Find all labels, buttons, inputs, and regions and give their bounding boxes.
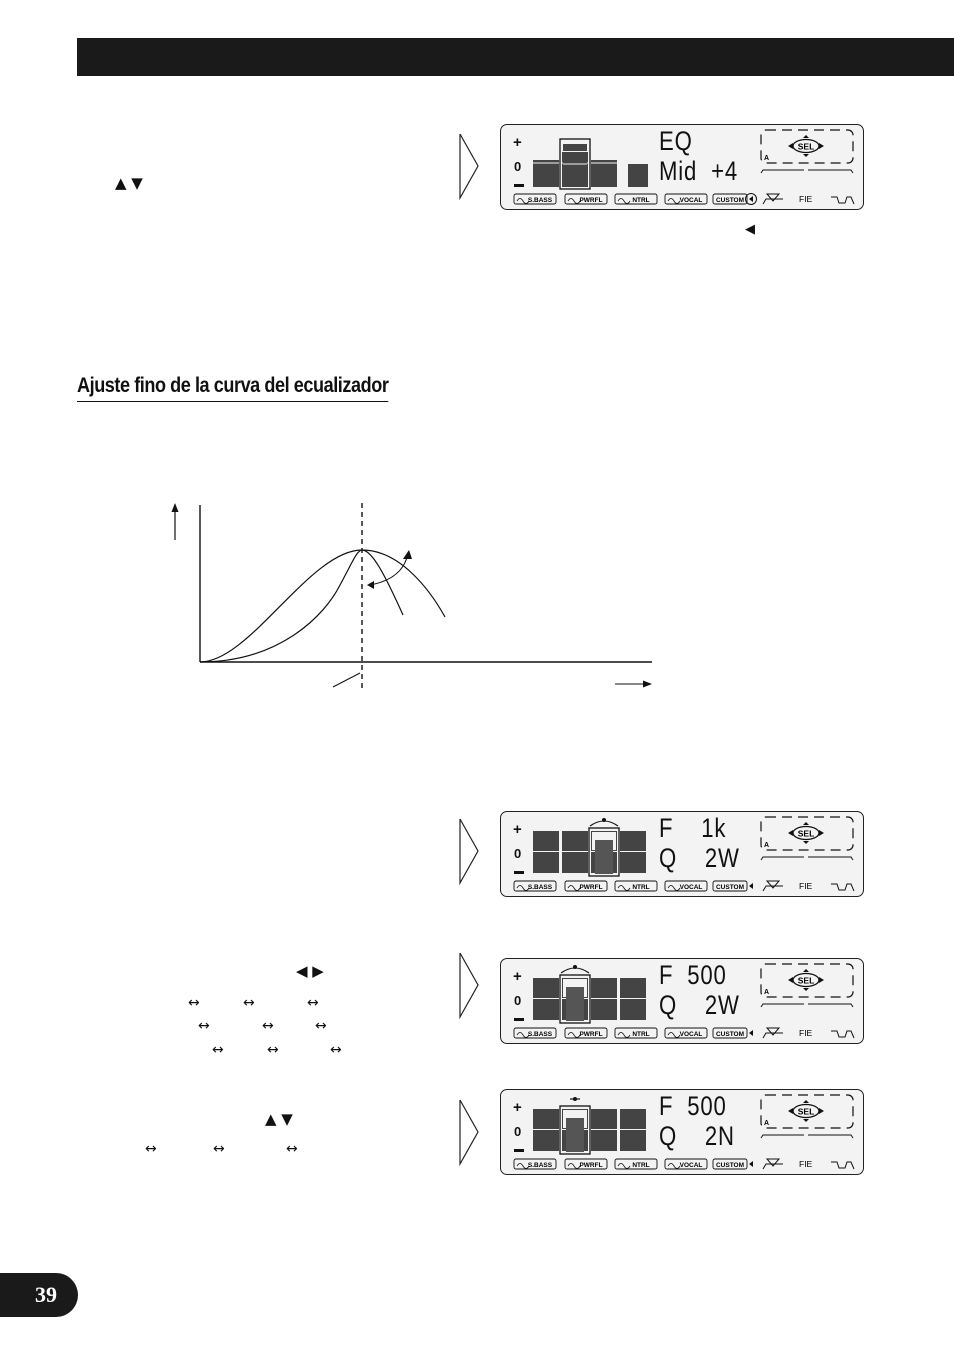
preset-vocal-label [665,194,707,204]
eq-band-bar [533,978,559,1020]
lr-arrow-icon: ↔ [315,1018,328,1034]
sel-frame [761,130,853,173]
lcd-zero-mark: 0 [514,159,522,174]
sel-label: SEL [797,141,815,152]
svg-text:NTRL: NTRL [632,1162,650,1169]
header-bar [77,38,954,76]
preset-pwrfl-label [565,881,607,891]
frequency-leader-line [333,673,360,687]
preset-vocal-label [665,1159,707,1169]
fie-indicator [763,1159,854,1169]
lcd-plus-mark: + [513,821,522,838]
lr-arrow-icon: ↔ [188,995,201,1011]
sel-frame [761,817,853,860]
svg-text:VOCAL: VOCAL [679,197,703,204]
a-label: A [764,842,770,849]
left-arrow-icon: ◀ [745,222,755,237]
preset-sbass-label [514,194,556,204]
svg-text:NTRL: NTRL [632,1031,650,1038]
preset-ntrl-label [615,194,657,204]
eq-band-bar [560,965,590,1023]
eq-band-bar [560,1097,590,1154]
preset-vocal-label [665,881,707,891]
preset-ntrl-label [615,1028,657,1038]
svg-text:VOCAL: VOCAL [679,884,703,891]
preset-custom-label [713,194,747,204]
svg-text:CUSTOM: CUSTOM [715,1162,745,1169]
left-right-arrows-icon: ◀ ▶ [296,962,324,980]
eq-band-bar [591,160,617,187]
svg-text:CUSTOM: CUSTOM [715,197,745,204]
svg-text:VOCAL: VOCAL [679,1031,703,1038]
svg-text:PWRFL: PWRFL [579,197,603,204]
preset-ntrl-label [615,1159,657,1169]
lcd-display-eq-mid [500,124,864,210]
lr-arrow-icon: ↔ [145,1141,158,1157]
q-change-arrow [370,553,408,585]
lcd-plus-mark: + [513,968,522,985]
sel-label: SEL [797,828,815,839]
eq-band-bar [628,164,648,187]
step-chevron-icon [458,1098,480,1166]
preset-custom-label [713,1159,747,1169]
eq-band-bar [589,818,619,876]
preset-pwrfl-label [565,1159,607,1169]
preset-sbass-label [514,1159,556,1169]
svg-text:VOCAL: VOCAL [679,1162,703,1169]
svg-text:FIE: FIE [799,194,813,204]
svg-text:S.BASS: S.BASS [527,1162,553,1169]
eq-band-bar [533,1109,559,1151]
preset-custom-label [713,881,747,891]
svg-text:CUSTOM: CUSTOM [715,1031,745,1038]
svg-text:NTRL: NTRL [632,884,650,891]
lr-arrow-icon: ↔ [212,1042,225,1058]
lcd-line-1: EQ [659,126,693,156]
preset-custom-label [713,1028,747,1038]
svg-text:S.BASS: S.BASS [527,884,553,891]
lr-arrow-icon: ↔ [307,995,320,1011]
lr-arrow-icon: ↔ [243,995,256,1011]
preset-vocal-label [665,1028,707,1038]
eq-band-bar [560,139,590,189]
eq-band-bar [562,831,588,873]
lcd-line-1: F 500 [659,1091,727,1121]
narrow-q-curve [200,550,403,662]
eq-band-bar [591,1109,617,1151]
fie-indicator [763,881,854,891]
lcd-zero-mark: 0 [514,993,522,1008]
lr-arrow-icon: ↔ [267,1042,280,1058]
sel-label: SEL [797,1106,815,1117]
lcd-zero-mark: 0 [514,1124,522,1139]
lr-arrow-icon: ↔ [286,1141,299,1157]
lcd-zero-mark: 0 [514,846,522,861]
eq-band-bar [620,1109,646,1151]
lr-arrow-icon: ↔ [198,1018,211,1034]
step-chevron-icon [458,132,480,200]
lcd-line-2: Q 2W [659,843,740,873]
lcd-line-2: Q 2W [659,990,740,1020]
eq-curve-diagram [160,495,660,695]
fie-indicator [763,1028,854,1038]
lcd-plus-mark: + [513,1099,522,1116]
preset-ntrl-label [615,881,657,891]
lr-arrow-icon: ↔ [262,1018,275,1034]
wide-q-curve [200,550,445,662]
svg-text:FIE: FIE [799,1159,813,1169]
svg-text:PWRFL: PWRFL [579,1031,603,1038]
svg-text:FIE: FIE [799,1028,813,1038]
a-label: A [764,989,770,996]
lr-arrow-icon: ↔ [213,1141,226,1157]
eq-band-bar [533,831,559,873]
svg-text:S.BASS: S.BASS [527,1031,553,1038]
svg-text:NTRL: NTRL [632,197,650,204]
eq-band-bar [533,160,559,187]
preset-pwrfl-label [565,194,607,204]
up-down-arrows-icon: ▲ ▼ [115,174,143,192]
step-chevron-icon [458,951,480,1019]
a-label: A [764,1120,770,1127]
lr-arrow-icon: ↔ [330,1042,343,1058]
lcd-line-1: F 1k [659,813,727,843]
section-title: Ajuste fino de la curva del ecualizador [77,374,388,402]
lcd-plus-mark: + [513,134,522,151]
eq-band-bar [591,978,617,1020]
svg-text:S.BASS: S.BASS [527,197,553,204]
fie-indicator [763,194,854,204]
a-label: A [764,155,770,162]
lcd-line-2: Mid +4 [659,156,738,186]
level-axis-arrowhead [172,503,179,512]
preset-sbass-label [514,881,556,891]
page-number: 39 [0,1273,78,1317]
lcd-display-freq-500-narrow [500,1089,864,1175]
step-chevron-icon [458,817,480,885]
svg-text:PWRFL: PWRFL [579,1162,603,1169]
preset-sbass-label [514,1028,556,1038]
lcd-display-freq-1k [500,811,864,897]
preset-pwrfl-label [565,1028,607,1038]
svg-text:PWRFL: PWRFL [579,884,603,891]
svg-text:CUSTOM: CUSTOM [715,884,745,891]
eq-band-bar [620,978,646,1020]
lcd-line-2: Q 2N [659,1121,735,1151]
sel-label: SEL [797,975,815,986]
up-down-arrows-icon: ▲ ▼ [265,1110,293,1128]
lcd-display-freq-500-wide [500,958,864,1044]
lcd-line-1: F 500 [659,960,727,990]
eq-band-bar [620,831,646,873]
sel-frame [761,1095,853,1138]
sel-frame [761,964,853,1007]
svg-text:FIE: FIE [799,881,813,891]
